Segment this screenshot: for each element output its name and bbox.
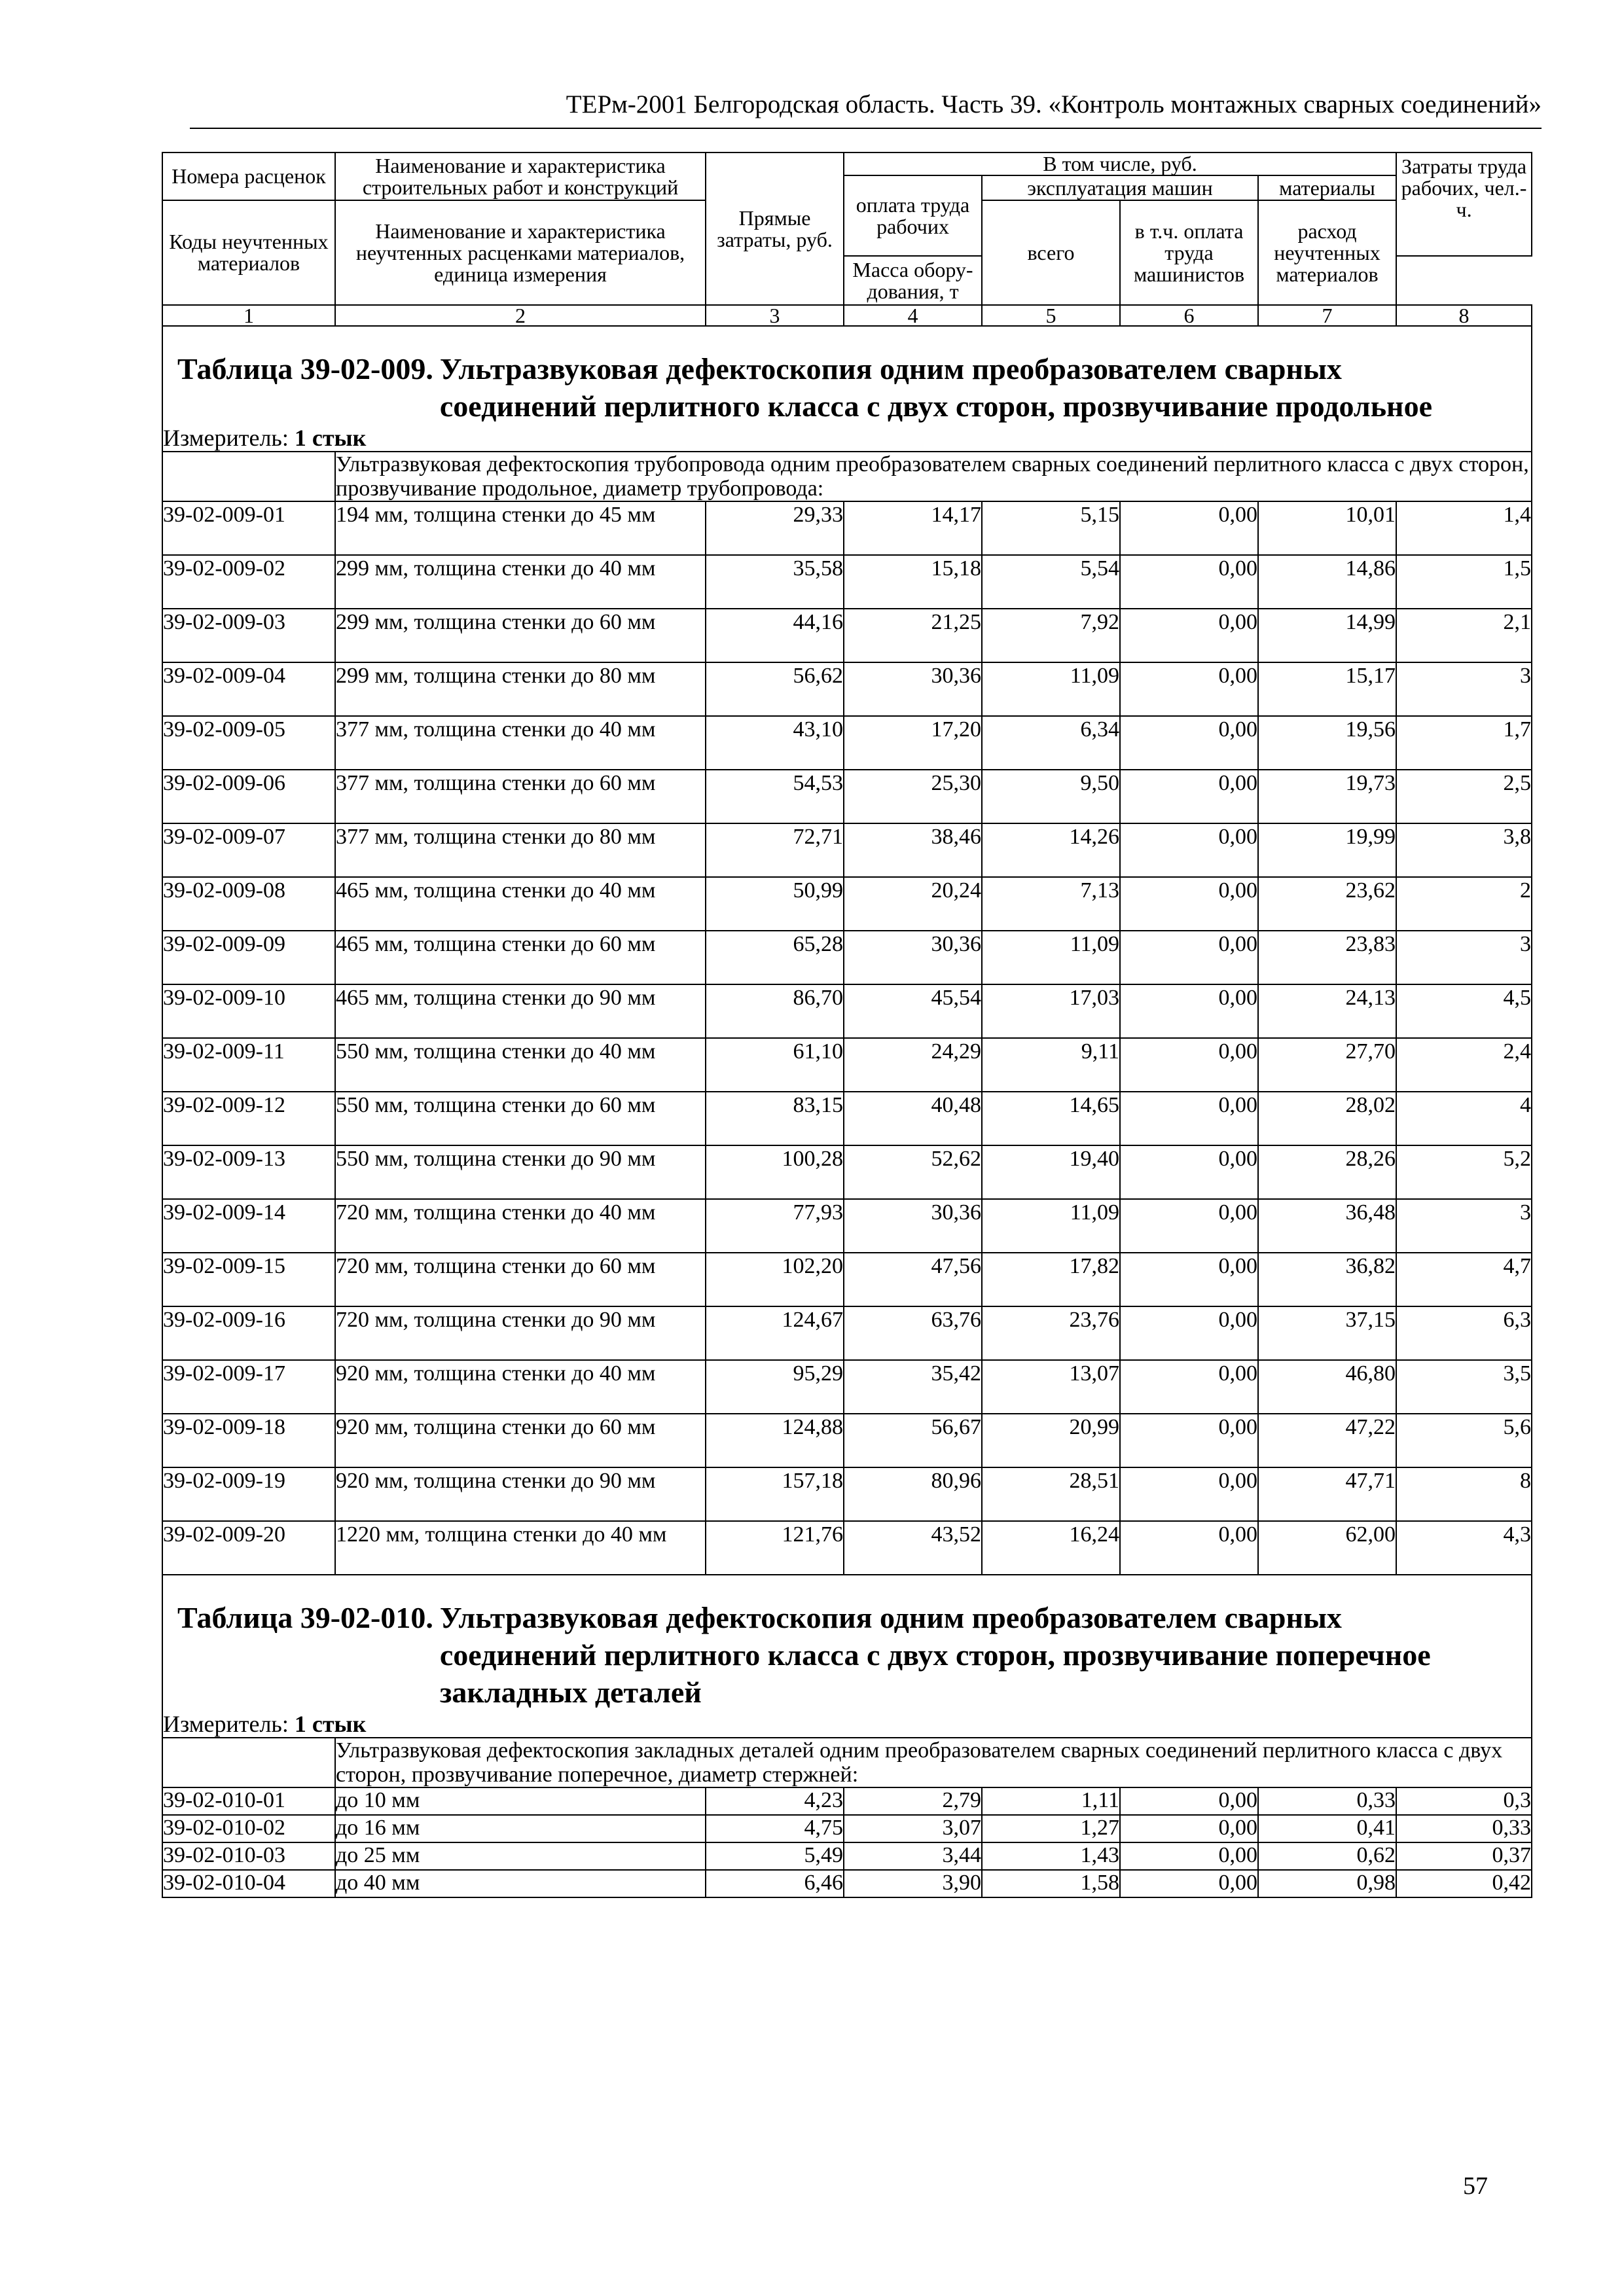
table-row bbox=[162, 609, 1532, 662]
direct-cost: 5,49 bbox=[706, 1842, 844, 1870]
measure-value: 1 стык bbox=[294, 1711, 367, 1737]
direct-cost: 100,28 bbox=[706, 1145, 844, 1199]
machinist-labor: 0,00 bbox=[1120, 1467, 1258, 1521]
rate-code: 39-02-010-04 bbox=[162, 1870, 335, 1897]
machinist-labor: 0,00 bbox=[1120, 609, 1258, 662]
machines-total: 1,11 bbox=[982, 1787, 1120, 1815]
rate-name: до 40 мм bbox=[335, 1870, 706, 1897]
table-row bbox=[162, 1842, 1532, 1870]
table-row bbox=[162, 1815, 1532, 1842]
rate-name: 1220 мм, толщина стенки до 40 мм bbox=[335, 1521, 706, 1575]
materials-cost: 36,48 bbox=[1258, 1199, 1396, 1253]
measure-label: Измеритель: bbox=[163, 425, 289, 451]
table-row bbox=[162, 662, 1532, 716]
labor-hours: 1,5 bbox=[1396, 555, 1532, 609]
rate-code: 39-02-009-05 bbox=[162, 716, 335, 770]
col6-header: в т.ч. оплата труда машинистов bbox=[1120, 200, 1258, 305]
machinist-labor: 0,00 bbox=[1120, 501, 1258, 555]
materials-cost: 14,86 bbox=[1258, 555, 1396, 609]
rate-code: 39-02-009-13 bbox=[162, 1145, 335, 1199]
rate-name: 194 мм, толщина стенки до 45 мм bbox=[335, 501, 706, 555]
col-number: 4 bbox=[844, 305, 982, 326]
page-number: 57 bbox=[1463, 2172, 1488, 2200]
materials-cost: 47,71 bbox=[1258, 1467, 1396, 1521]
table-row bbox=[162, 555, 1532, 609]
labor-cost: 25,30 bbox=[844, 770, 982, 823]
table-row bbox=[162, 770, 1532, 823]
table-title-row bbox=[162, 1599, 1532, 1711]
table-row bbox=[162, 1870, 1532, 1897]
materials-cost: 0,41 bbox=[1258, 1815, 1396, 1842]
rate-code: 39-02-009-10 bbox=[162, 984, 335, 1038]
col2-top-header: Наименование и характеристика строительных работ и конструкций bbox=[335, 152, 706, 200]
group-row bbox=[162, 452, 1532, 501]
rate-name: 720 мм, толщина стенки до 90 мм bbox=[335, 1306, 706, 1360]
labor-cost: 30,36 bbox=[844, 1199, 982, 1253]
col8-bottom-header: Масса обору-дования, т bbox=[844, 256, 982, 305]
machinist-labor: 0,00 bbox=[1120, 823, 1258, 877]
col2-bottom-header: Наименование и характеристика неучтенных расценками материалов, единица измерения bbox=[335, 200, 706, 305]
rate-code: 39-02-009-06 bbox=[162, 770, 335, 823]
direct-cost: 4,23 bbox=[706, 1787, 844, 1815]
table-number: Таблица 39-02-009. bbox=[177, 352, 433, 386]
rate-name: 720 мм, толщина стенки до 60 мм bbox=[335, 1253, 706, 1306]
col1-bottom-header: Коды неучтенных материалов bbox=[162, 200, 335, 305]
labor-hours: 2,1 bbox=[1396, 609, 1532, 662]
labor-cost: 47,56 bbox=[844, 1253, 982, 1306]
machines-total: 19,40 bbox=[982, 1145, 1120, 1199]
materials-cost: 27,70 bbox=[1258, 1038, 1396, 1092]
col5-header: всего bbox=[982, 200, 1120, 305]
labor-hours: 8 bbox=[1396, 1467, 1532, 1521]
machinist-labor: 0,00 bbox=[1120, 1092, 1258, 1145]
labor-cost: 40,48 bbox=[844, 1092, 982, 1145]
materials-cost: 28,02 bbox=[1258, 1092, 1396, 1145]
machinist-labor: 0,00 bbox=[1120, 1815, 1258, 1842]
spacer bbox=[162, 1575, 1532, 1599]
machines-total: 13,07 bbox=[982, 1360, 1120, 1414]
rate-name: до 10 мм bbox=[335, 1787, 706, 1815]
rate-name: 720 мм, толщина стенки до 40 мм bbox=[335, 1199, 706, 1253]
machines-total: 11,09 bbox=[982, 931, 1120, 984]
labor-cost: 38,46 bbox=[844, 823, 982, 877]
machines-total: 28,51 bbox=[982, 1467, 1120, 1521]
machines-total: 1,27 bbox=[982, 1815, 1120, 1842]
labor-cost: 20,24 bbox=[844, 877, 982, 931]
machines-total: 9,50 bbox=[982, 770, 1120, 823]
rate-name: 377 мм, толщина стенки до 80 мм bbox=[335, 823, 706, 877]
direct-cost: 35,58 bbox=[706, 555, 844, 609]
machinist-labor: 0,00 bbox=[1120, 1842, 1258, 1870]
machinist-labor: 0,00 bbox=[1120, 931, 1258, 984]
rate-code: 39-02-009-12 bbox=[162, 1092, 335, 1145]
machines-total: 16,24 bbox=[982, 1521, 1120, 1575]
col3-header: Прямые затраты, руб. bbox=[706, 152, 844, 305]
table-row bbox=[162, 1145, 1532, 1199]
labor-cost: 30,36 bbox=[844, 662, 982, 716]
spacer-row bbox=[162, 1575, 1532, 1599]
machinist-labor: 0,00 bbox=[1120, 1360, 1258, 1414]
labor-cost: 80,96 bbox=[844, 1467, 982, 1521]
table-row bbox=[162, 716, 1532, 770]
machines-total: 11,09 bbox=[982, 1199, 1120, 1253]
labor-hours: 0,33 bbox=[1396, 1815, 1532, 1842]
direct-cost: 44,16 bbox=[706, 609, 844, 662]
rate-name: 465 мм, толщина стенки до 40 мм bbox=[335, 877, 706, 931]
materials-cost: 46,80 bbox=[1258, 1360, 1396, 1414]
measure bbox=[162, 425, 1532, 452]
labor-cost: 35,42 bbox=[844, 1360, 982, 1414]
rate-code: 39-02-009-09 bbox=[162, 931, 335, 984]
materials-header: материалы bbox=[1258, 175, 1396, 200]
group-code-cell bbox=[162, 452, 335, 501]
machinist-labor: 0,00 bbox=[1120, 1038, 1258, 1092]
direct-cost: 77,93 bbox=[706, 1199, 844, 1253]
rate-name: до 16 мм bbox=[335, 1815, 706, 1842]
direct-cost: 43,10 bbox=[706, 716, 844, 770]
rate-code: 39-02-009-04 bbox=[162, 662, 335, 716]
rate-code: 39-02-010-02 bbox=[162, 1815, 335, 1842]
table-row bbox=[162, 1414, 1532, 1467]
labor-cost: 17,20 bbox=[844, 716, 982, 770]
measure-row bbox=[162, 1711, 1532, 1738]
price-table bbox=[162, 152, 1532, 1898]
table-row bbox=[162, 823, 1532, 877]
labor-hours: 0,42 bbox=[1396, 1870, 1532, 1897]
spacer-row bbox=[162, 326, 1532, 350]
direct-cost: 102,20 bbox=[706, 1253, 844, 1306]
group-description: Ультразвуковая дефектоскопия трубопровода одним преобразователем сварных соединений перлитного класса с двух сторон, прозвучивание продольное, диаметр трубопровода: bbox=[335, 452, 1532, 501]
labor-hours: 4 bbox=[1396, 1092, 1532, 1145]
materials-cost: 36,82 bbox=[1258, 1253, 1396, 1306]
materials-cost: 47,22 bbox=[1258, 1414, 1396, 1467]
col-number: 7 bbox=[1258, 305, 1396, 326]
running-header: ТЕРм-2001 Белгородская область. Часть 39. «Контроль монтажных сварных соединений» bbox=[190, 92, 1542, 129]
table-row bbox=[162, 1521, 1532, 1575]
direct-cost: 54,53 bbox=[706, 770, 844, 823]
rate-name: 920 мм, толщина стенки до 40 мм bbox=[335, 1360, 706, 1414]
labor-cost: 45,54 bbox=[844, 984, 982, 1038]
included-header: В том числе, руб. bbox=[844, 152, 1396, 175]
rate-code: 39-02-009-11 bbox=[162, 1038, 335, 1092]
materials-cost: 62,00 bbox=[1258, 1521, 1396, 1575]
direct-cost: 83,15 bbox=[706, 1092, 844, 1145]
machinist-labor: 0,00 bbox=[1120, 1145, 1258, 1199]
machines-total: 17,82 bbox=[982, 1253, 1120, 1306]
machines-total: 6,34 bbox=[982, 716, 1120, 770]
col-number: 5 bbox=[982, 305, 1120, 326]
rate-name: 465 мм, толщина стенки до 60 мм bbox=[335, 931, 706, 984]
labor-cost: 52,62 bbox=[844, 1145, 982, 1199]
machinist-labor: 0,00 bbox=[1120, 1787, 1258, 1815]
rate-name: 550 мм, толщина стенки до 90 мм bbox=[335, 1145, 706, 1199]
col-number: 8 bbox=[1396, 305, 1532, 326]
machines-total: 11,09 bbox=[982, 662, 1120, 716]
machines-total: 20,99 bbox=[982, 1414, 1120, 1467]
machinist-labor: 0,00 bbox=[1120, 555, 1258, 609]
machinist-labor: 0,00 bbox=[1120, 662, 1258, 716]
table-row bbox=[162, 1092, 1532, 1145]
table-row bbox=[162, 984, 1532, 1038]
table-row bbox=[162, 1787, 1532, 1815]
labor-cost: 43,52 bbox=[844, 1521, 982, 1575]
direct-cost: 124,67 bbox=[706, 1306, 844, 1360]
machinist-labor: 0,00 bbox=[1120, 1414, 1258, 1467]
table-title bbox=[162, 350, 1532, 425]
labor-hours: 3 bbox=[1396, 1199, 1532, 1253]
labor-cost: 2,79 bbox=[844, 1787, 982, 1815]
col-number: 3 bbox=[706, 305, 844, 326]
materials-cost: 37,15 bbox=[1258, 1306, 1396, 1360]
materials-cost: 0,33 bbox=[1258, 1787, 1396, 1815]
table-row bbox=[162, 501, 1532, 555]
rate-code: 39-02-009-18 bbox=[162, 1414, 335, 1467]
labor-cost: 56,67 bbox=[844, 1414, 982, 1467]
rate-code: 39-02-009-14 bbox=[162, 1199, 335, 1253]
materials-cost: 23,83 bbox=[1258, 931, 1396, 984]
table-header bbox=[162, 152, 1532, 326]
direct-cost: 29,33 bbox=[706, 501, 844, 555]
machinist-labor: 0,00 bbox=[1120, 1253, 1258, 1306]
materials-cost: 15,17 bbox=[1258, 662, 1396, 716]
machines-total: 7,92 bbox=[982, 609, 1120, 662]
rate-name: 299 мм, толщина стенки до 40 мм bbox=[335, 555, 706, 609]
direct-cost: 61,10 bbox=[706, 1038, 844, 1092]
group-code-cell bbox=[162, 1738, 335, 1787]
rate-code: 39-02-010-03 bbox=[162, 1842, 335, 1870]
rate-code: 39-02-009-01 bbox=[162, 501, 335, 555]
rate-code: 39-02-010-01 bbox=[162, 1787, 335, 1815]
rate-code: 39-02-009-08 bbox=[162, 877, 335, 931]
rate-name: 299 мм, толщина стенки до 60 мм bbox=[335, 609, 706, 662]
machines-total: 14,26 bbox=[982, 823, 1120, 877]
table-row bbox=[162, 1306, 1532, 1360]
table-row bbox=[162, 877, 1532, 931]
machinist-labor: 0,00 bbox=[1120, 1306, 1258, 1360]
labor-hours: 3,5 bbox=[1396, 1360, 1532, 1414]
col1-top-header: Номера расценок bbox=[162, 152, 335, 200]
machinist-labor: 0,00 bbox=[1120, 1199, 1258, 1253]
direct-cost: 4,75 bbox=[706, 1815, 844, 1842]
rate-code: 39-02-009-19 bbox=[162, 1467, 335, 1521]
machines-total: 1,58 bbox=[982, 1870, 1120, 1897]
machinist-labor: 0,00 bbox=[1120, 770, 1258, 823]
materials-cost: 0,98 bbox=[1258, 1870, 1396, 1897]
machines-total: 7,13 bbox=[982, 877, 1120, 931]
machinist-labor: 0,00 bbox=[1120, 716, 1258, 770]
machinist-labor: 0,00 bbox=[1120, 984, 1258, 1038]
labor-hours: 4,7 bbox=[1396, 1253, 1532, 1306]
machines-total: 1,43 bbox=[982, 1842, 1120, 1870]
direct-cost: 6,46 bbox=[706, 1870, 844, 1897]
materials-cost: 24,13 bbox=[1258, 984, 1396, 1038]
labor-hours: 4,3 bbox=[1396, 1521, 1532, 1575]
rate-name: до 25 мм bbox=[335, 1842, 706, 1870]
machinist-labor: 0,00 bbox=[1120, 877, 1258, 931]
labor-cost: 15,18 bbox=[844, 555, 982, 609]
rate-code: 39-02-009-07 bbox=[162, 823, 335, 877]
spacer bbox=[162, 326, 1532, 350]
labor-hours: 2,5 bbox=[1396, 770, 1532, 823]
machines-total: 14,65 bbox=[982, 1092, 1120, 1145]
rate-name: 920 мм, толщина стенки до 90 мм bbox=[335, 1467, 706, 1521]
table-title bbox=[162, 1599, 1532, 1711]
machines-total: 5,15 bbox=[982, 501, 1120, 555]
direct-cost: 86,70 bbox=[706, 984, 844, 1038]
materials-cost: 28,26 bbox=[1258, 1145, 1396, 1199]
machines-total: 9,11 bbox=[982, 1038, 1120, 1092]
rate-code: 39-02-009-20 bbox=[162, 1521, 335, 1575]
direct-cost: 50,99 bbox=[706, 877, 844, 931]
direct-cost: 121,76 bbox=[706, 1521, 844, 1575]
col7-header: расход неучтенных материалов bbox=[1258, 200, 1396, 305]
labor-hours: 4,5 bbox=[1396, 984, 1532, 1038]
rate-code: 39-02-009-02 bbox=[162, 555, 335, 609]
machines-total: 23,76 bbox=[982, 1306, 1120, 1360]
measure-row bbox=[162, 425, 1532, 452]
labor-cost: 63,76 bbox=[844, 1306, 982, 1360]
labor-hours: 5,6 bbox=[1396, 1414, 1532, 1467]
table-row bbox=[162, 1253, 1532, 1306]
labor-hours: 6,3 bbox=[1396, 1306, 1532, 1360]
rate-name: 377 мм, толщина стенки до 60 мм bbox=[335, 770, 706, 823]
labor-hours: 3 bbox=[1396, 662, 1532, 716]
materials-cost: 14,99 bbox=[1258, 609, 1396, 662]
labor-hours: 0,37 bbox=[1396, 1842, 1532, 1870]
table-row bbox=[162, 1038, 1532, 1092]
labor-cost: 3,07 bbox=[844, 1815, 982, 1842]
measure-value: 1 стык bbox=[294, 425, 367, 451]
labor-hours: 2,4 bbox=[1396, 1038, 1532, 1092]
rate-code: 39-02-009-15 bbox=[162, 1253, 335, 1306]
machinist-labor: 0,00 bbox=[1120, 1521, 1258, 1575]
labor-cost: 24,29 bbox=[844, 1038, 982, 1092]
labor-hours: 1,7 bbox=[1396, 716, 1532, 770]
measure bbox=[162, 1711, 1532, 1738]
col-number: 2 bbox=[335, 305, 706, 326]
labor-hours: 0,3 bbox=[1396, 1787, 1532, 1815]
table-row bbox=[162, 1360, 1532, 1414]
labor-hours: 1,4 bbox=[1396, 501, 1532, 555]
rate-code: 39-02-009-16 bbox=[162, 1306, 335, 1360]
table-body bbox=[162, 326, 1532, 1897]
group-description: Ультразвуковая дефектоскопия закладных деталей одним преобразователем сварных соединений перлитного класса с двух сторон, прозвучивание поперечное, диаметр стержней: bbox=[335, 1738, 1532, 1787]
direct-cost: 95,29 bbox=[706, 1360, 844, 1414]
materials-cost: 19,73 bbox=[1258, 770, 1396, 823]
table-row bbox=[162, 931, 1532, 984]
rate-code: 39-02-009-03 bbox=[162, 609, 335, 662]
rate-name: 465 мм, толщина стенки до 90 мм bbox=[335, 984, 706, 1038]
machinist-labor: 0,00 bbox=[1120, 1870, 1258, 1897]
col-number: 6 bbox=[1120, 305, 1258, 326]
rate-code: 39-02-009-17 bbox=[162, 1360, 335, 1414]
materials-cost: 0,62 bbox=[1258, 1842, 1396, 1870]
labor-cost: 3,44 bbox=[844, 1842, 982, 1870]
table-title-text: Ультразвуковая дефектоскопия одним преобразователем сварных соединений перлитного класса с двух сторон, прозвучивание продольное bbox=[439, 352, 1432, 423]
measure-label: Измеритель: bbox=[163, 1711, 289, 1737]
materials-cost: 19,56 bbox=[1258, 716, 1396, 770]
table-number: Таблица 39-02-010. bbox=[177, 1601, 433, 1634]
labor-cost: 21,25 bbox=[844, 609, 982, 662]
rate-name: 920 мм, толщина стенки до 60 мм bbox=[335, 1414, 706, 1467]
materials-cost: 23,62 bbox=[1258, 877, 1396, 931]
machines-total: 17,03 bbox=[982, 984, 1120, 1038]
col4-header: оплата труда рабочих bbox=[844, 175, 982, 256]
rate-name: 550 мм, толщина стенки до 60 мм bbox=[335, 1092, 706, 1145]
machines-header: эксплуатация машин bbox=[982, 175, 1258, 200]
table-title-text: Ультразвуковая дефектоскопия одним преобразователем сварных соединений перлитного класса с двух сторон, прозвучивание поперечное закладных деталей bbox=[439, 1601, 1431, 1709]
table-title-row bbox=[162, 350, 1532, 425]
direct-cost: 65,28 bbox=[706, 931, 844, 984]
col-number: 1 bbox=[162, 305, 335, 326]
rate-name: 377 мм, толщина стенки до 40 мм bbox=[335, 716, 706, 770]
table-row bbox=[162, 1467, 1532, 1521]
materials-cost: 19,99 bbox=[1258, 823, 1396, 877]
rate-name: 550 мм, толщина стенки до 40 мм bbox=[335, 1038, 706, 1092]
direct-cost: 124,88 bbox=[706, 1414, 844, 1467]
labor-hours: 3 bbox=[1396, 931, 1532, 984]
labor-hours: 2 bbox=[1396, 877, 1532, 931]
labor-hours: 3,8 bbox=[1396, 823, 1532, 877]
machines-total: 5,54 bbox=[982, 555, 1120, 609]
table-row bbox=[162, 1199, 1532, 1253]
rate-name: 299 мм, толщина стенки до 80 мм bbox=[335, 662, 706, 716]
labor-hours: 5,2 bbox=[1396, 1145, 1532, 1199]
labor-cost: 3,90 bbox=[844, 1870, 982, 1897]
labor-cost: 14,17 bbox=[844, 501, 982, 555]
direct-cost: 157,18 bbox=[706, 1467, 844, 1521]
col8-top-header: Затраты труда рабочих, чел.-ч. bbox=[1396, 152, 1532, 256]
materials-cost: 10,01 bbox=[1258, 501, 1396, 555]
labor-cost: 30,36 bbox=[844, 931, 982, 984]
direct-cost: 56,62 bbox=[706, 662, 844, 716]
direct-cost: 72,71 bbox=[706, 823, 844, 877]
group-row bbox=[162, 1738, 1532, 1787]
